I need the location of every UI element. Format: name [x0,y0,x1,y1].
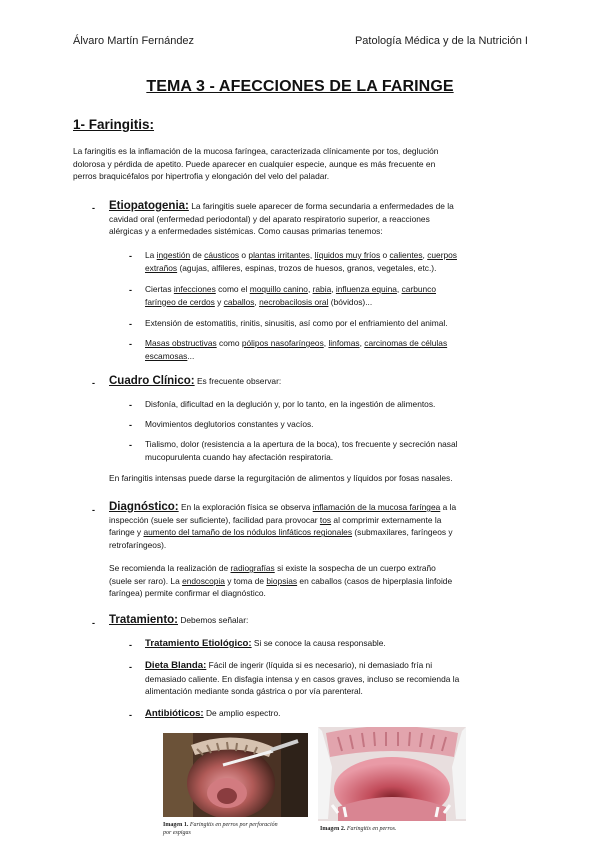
etiopatogenia-heading: Etiopatogenia: [109,200,189,212]
cause-item-masas: Masas obstructivas como pólipos nasofaríngeos, linfomas, carcinomas de células escamosas... [145,338,448,361]
cause-item-ingestion: La ingestión de cáusticos o plantas irritantes, líquidos muy fríos o calientes, cuerpos extraños (agujas, alfileres, espinas, trozos de huesos, granos, vegetales, etc.). [145,250,457,273]
symptom-item: Tialismo, dolor (resistencia a la apertura de la boca), tos frecuente y secreción nasal mucopurulenta cuando hay afectación respiratoria. [145,439,458,462]
intro-line: La faringitis es la inflamación de la mucosa faríngea, caracterizada clínicamente por tos, deglución [73,146,439,156]
list-dash: - [129,710,132,720]
list-dash: - [129,319,132,329]
list-dash: - [129,640,132,650]
list-dash: - [129,400,132,410]
photo-faringitis-perforacion [163,733,308,817]
list-dash: - [129,251,132,261]
symptom-item: Movimientos deglutorios constantes y vacíos. [145,419,314,429]
list-dash: - [129,662,132,672]
page-title: TEMA 3 - AFECCIONES DE LA FARINGE [146,78,454,95]
list-dash: - [92,378,95,388]
diagnostico-block: Diagnóstico: En la exploración física se observa inflamación de la mucosa faríngea a la inspección (suele ser suficiente), facilidad para provocar tos al comprimir externamente la faringe y aumento del tamaño de los nódulos linfáticos regionales (submaxilares, faríngeos y retrofaríngeos). [109,501,457,550]
cause-item-infecciones: Ciertas infecciones como el moquillo canino, rabia, influenza equina, carbunco faríngeo de cerdos y caballos, necrobacilosis oral (bóvidos)... [145,284,437,307]
etiopatogenia-lead: La faringitis suele aparecer de forma secundaria a enfermedades de la [191,201,454,211]
cuadro-note: En faringitis intensas puede darse la regurgitación de alimentos y líquidos por fosas nasales. [109,473,453,483]
figure-caption-2: Imagen 2. Faringitis en perros. [320,826,397,832]
section-heading-faringitis: 1- Faringitis: [73,117,155,132]
list-dash: - [129,420,132,430]
symptom-item: Disfonía, dificultad en la deglución y, por lo tanto, en la ingestión de alimentos. [145,399,436,409]
list-dash: - [129,285,132,295]
cuadro-heading-line [109,375,529,388]
intro-paragraph [73,145,528,183]
photo-faringitis-perros [318,727,466,821]
cause-item-extension: Extensión de estomatitis, rinitis, sinusitis, así como por el enfriamiento del animal. [145,318,448,328]
list-dash: - [92,203,95,213]
header-author: Álvaro Martín Fernández [73,35,195,47]
diagnostico-paragraph-2: Se recomienda la realización de radiografías si existe la sospecha de un cuerpo extraño (suele ser raro). La endoscopia y toma de biopsias en caballos (casos de hiperplasia linfoide faríngea) permite confirmar el diagnóstico. [109,563,453,599]
cuadro-heading: Cuadro Clínico: [109,375,195,387]
treatment-item-dieta: Dieta Blanda: Fácil de ingerir (líquida si es necesario), ni demasiado fría ni demasiado caliente. En disfagia intensa y en casos graves, incluso se recomienda la alimentación mediante sonda gástrica o por vía parenteral. [145,660,460,697]
list-dash: - [92,505,95,515]
etiopatogenia-block [109,200,529,238]
intro-line: dolorosa y pérdida de apetito. Puede aparecer en cualquier especie, aunque es más frecuente en [73,158,436,169]
tratamiento-heading: Tratamiento: [109,614,179,626]
intro-line: perros braquicéfalos por hipertrofia y elongación del velo del paladar. [73,171,330,182]
tratamiento-lead: Debemos señalar: [180,615,249,625]
etiopatogenia-line: alérgicas y a enfermedades sistémicas. Como causas primarias tenemos: [109,226,383,237]
list-dash: - [129,339,132,349]
list-dash: - [129,440,132,450]
diagnostico-heading: Diagnóstico: [109,501,179,513]
cuadro-lead: Es frecuente observar: [196,376,282,386]
figure-caption-1: Imagen 1. Faringitis en perros por perforación por espigas [163,822,278,836]
treatment-item-antibioticos: Antibióticos: De amplio espectro. [145,708,281,719]
treatment-item-etiologico: Tratamiento Etiológico: Si se conoce la causa responsable. [145,638,386,649]
header-course: Patología Médica y de la Nutrición I [354,35,528,47]
tratamiento-heading-line [109,614,529,627]
list-dash: - [92,618,95,628]
etiopatogenia-line: cavidad oral (enfermedad periodontal) y del aparato respiratorio superior, a reacciones [109,213,430,224]
